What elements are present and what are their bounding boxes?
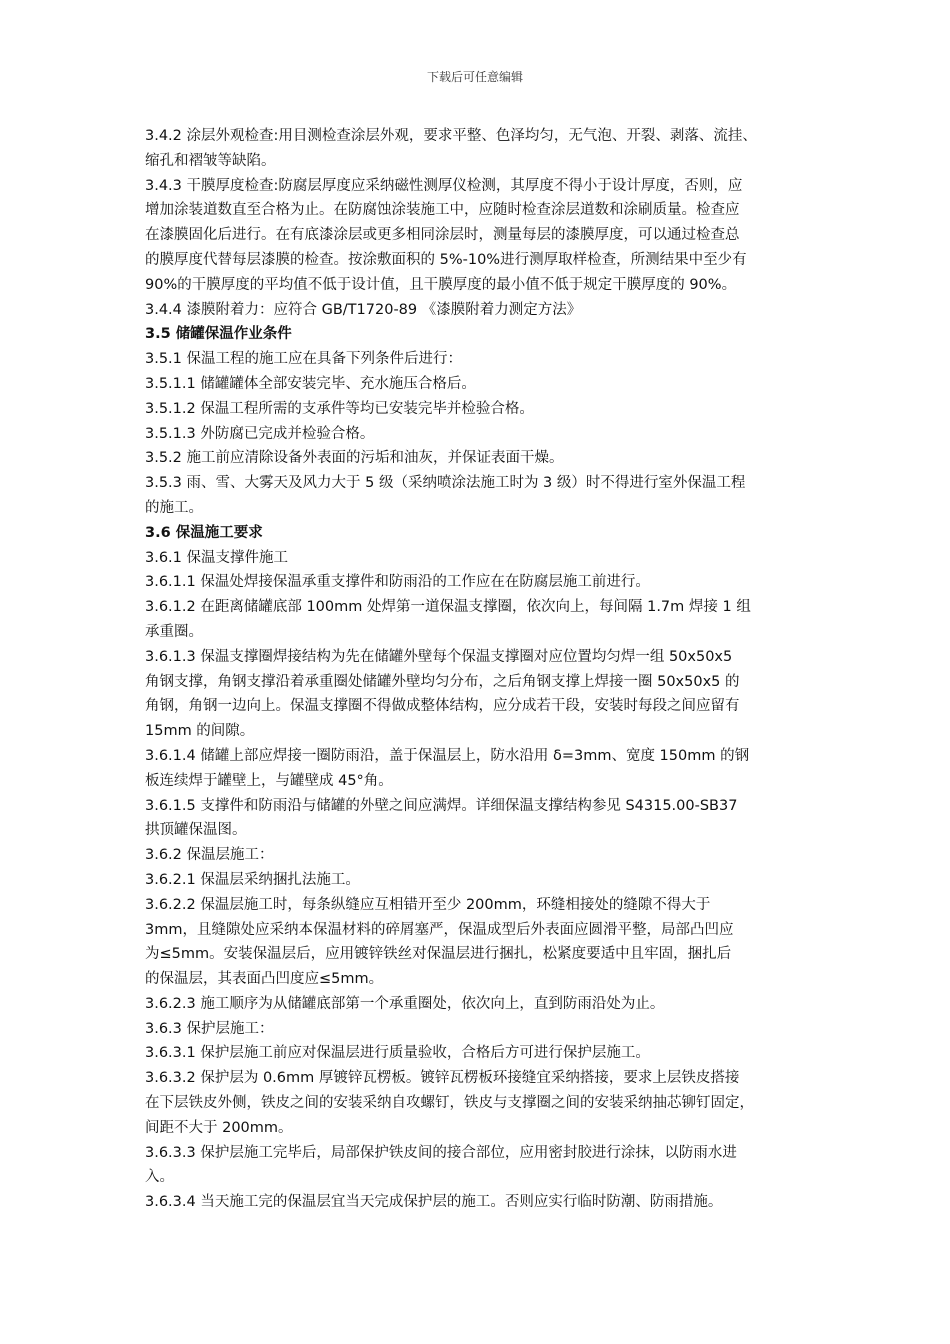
paragraph-line: 3.6.1 保温支撑件施工 (145, 549, 289, 566)
paragraph-line: 在下层铁皮外侧，铁皮之间的安装采纳自攻螺钉，铁皮与支撑圈之间的安装采纳抽芯铆钉固定， (145, 1095, 754, 1112)
paragraph-line: 3.6.3.2 保护层为 0.6mm 厚镀锌瓦楞板。镀锌瓦楞板环接缝宜采纳搭接，要求上层铁皮搭接 (145, 1070, 740, 1087)
paragraph-line: 3mm，且缝隙处应采纳本保温材料的碎屑塞严，保温成型后外表面应圆滑平整，局部凸凹应 (145, 921, 734, 938)
paragraph-line: 缩孔和褶皱等缺陷。 (145, 152, 276, 169)
paragraph-line: 的施工。 (145, 499, 203, 516)
paragraph-line: 3.6.2.2 保温层施工时，每条纵缝应互相错开至少 200mm，环缝相接处的缝隙不得大于 (145, 896, 711, 913)
paragraph-line: 3.6.1.1 保温处焊接保温承重支撑件和防雨沿的工作应在在防腐层施工前进行。 (145, 574, 650, 591)
paragraph-line: 增加涂装道数直至合格为止。在防腐蚀涂装施工中，应随时检查涂层道数和涂刷质量。检查应 (145, 202, 740, 219)
paragraph-line: 3.4.4 漆膜附着力：应符合 GB/T1720-89 《漆膜附着力测定方法》 (145, 301, 582, 318)
paragraph-line: 3.5.1.2 保温工程所需的支承件等均已安装完毕并检验合格。 (145, 400, 534, 417)
paragraph-line: 3.6.2.3 施工顺序为从储罐底部第一个承重圈处，依次向上，直到防雨沿处为止。 (145, 995, 665, 1012)
paragraph-line: 的保温层，其表面凸凹度应≤5mm。 (145, 971, 384, 988)
paragraph-line: 3.6.1.5 支撑件和防雨沿与储罐的外壁之间应满焊。详细保温支撑结构参见 S4315.00-SB37 (145, 797, 738, 814)
paragraph-line: 3.6.2 保温层施工： (145, 847, 274, 864)
paragraph-line: 90%的干膜厚度的平均值不低于设计值，且干膜厚度的最小值不低于规定干膜厚度的 90%。 (145, 276, 737, 293)
paragraph-line: 3.6.3.1 保护层施工前应对保温层进行质量验收，合格后方可进行保护层施工。 (145, 1045, 650, 1062)
paragraph-line: 3.6.2.1 保温层采纳捆扎法施工。 (145, 871, 360, 888)
paragraph-line: 3.6.1.2 在距离储罐底部 100mm 处焊第一道保温支撑圈，依次向上，每间隔 1.7m 焊接 1 组 (145, 599, 751, 616)
paragraph-line: 3.5.1 保温工程的施工应在具备下列条件后进行： (145, 351, 463, 368)
page-header: 下载后可任意编辑 (426, 70, 523, 84)
paragraph-line: 3.4.3 干膜厚度检查:防腐层厚度应采纳磁性测厚仪检测，其厚度不得小于设计厚度，否则，应 (145, 177, 743, 194)
paragraph-line: 拱顶罐保温图。 (145, 822, 247, 839)
section-heading: 3.6 保温施工要求 (145, 524, 263, 541)
paragraph-line: 3.5.1.3 外防腐已完成并检验合格。 (145, 425, 375, 442)
paragraph-line: 的膜厚度代替每层漆膜的检查。按涂敷面积的 5%-10%进行测厚取样检查，所测结果中至少有 (145, 251, 747, 268)
paragraph-line: 3.6.3.4 当天施工完的保温层宜当天完成保护层的施工。否则应实行临时防潮、防雨措施。 (145, 1194, 723, 1211)
paragraph-line: 3.5.3 雨、雪、大雾天及风力大于 5 级（采纳喷涂法施工时为 3 级）时不得进行室外保温工程 (145, 475, 746, 492)
paragraph-line: 3.5.1.1 储罐罐体全部安装完毕、充水施压合格后。 (145, 375, 476, 392)
document-body (145, 124, 815, 1215)
paragraph-line: 3.6.3 保护层施工： (145, 1020, 274, 1037)
paragraph-line: 3.6.1.3 保温支撑圈焊接结构为先在储罐外壁每个保温支撑圈对应位置均匀焊一组 50x50x5 (145, 648, 733, 665)
paragraph-line: 3.6.3.3 保护层施工完毕后，局部保护铁皮间的接合部位，应用密封胶进行涂抹，以防雨水进 (145, 1144, 737, 1161)
paragraph-line: 3.6.1.4 储罐上部应焊接一圈防雨沿，盖于保温层上，防水沿用 δ=3mm、宽度 150mm 的钢 (145, 747, 750, 764)
paragraph-line: 在漆膜固化后进行。在有底漆涂层或更多相同涂层时，测量每层的漆膜厚度，可以通过检查总 (145, 227, 740, 244)
paragraph-line: 角钢，角钢一边向上。保温支撑圈不得做成整体结构，应分成若干段，安装时每段之间应留有 (145, 698, 740, 715)
section-heading: 3.5 储罐保温作业条件 (145, 326, 292, 343)
paragraph-line: 承重圈。 (145, 623, 203, 640)
paragraph-line: 角钢支撑，角钢支撑沿着承重圈处储罐外壁均匀分布，之后角钢支撑上焊接一圈 50x50x5 的 (145, 673, 740, 690)
paragraph-line: 3.5.2 施工前应清除设备外表面的污垢和油灰，并保证表面干燥。 (145, 450, 564, 467)
paragraph-line: 间距不大于 200mm。 (145, 1119, 293, 1136)
paragraph-line: 15mm 的间隙。 (145, 723, 255, 740)
paragraph-line: 为≤5mm。安装保温层后，应用镀锌铁丝对保温层进行捆扎，松紧度要适中且牢固，捆扎后 (145, 946, 732, 963)
paragraph-line: 入。 (145, 1169, 174, 1186)
paragraph-line: 3.4.2 涂层外观检查:用目测检查涂层外观，要求平整、色泽均匀，无气泡、开裂、剥落、流挂、 (145, 128, 757, 144)
paragraph-line: 板连续焊于罐壁上，与罐壁成 45°角。 (145, 772, 393, 789)
